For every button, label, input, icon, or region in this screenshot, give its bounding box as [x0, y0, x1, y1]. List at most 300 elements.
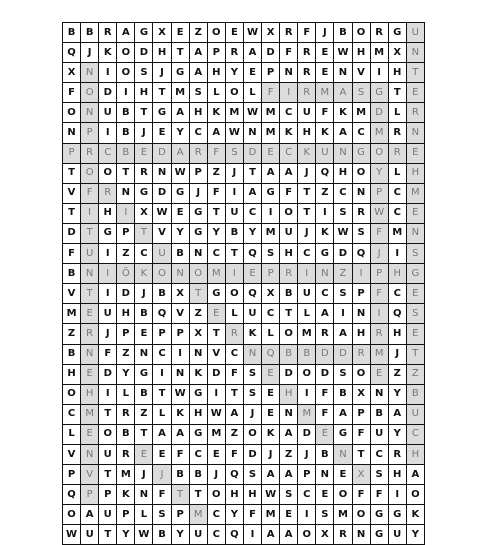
- grid-cell[interactable]: E: [406, 324, 424, 344]
- grid-cell[interactable]: X: [262, 23, 280, 43]
- grid-cell[interactable]: G: [171, 63, 189, 83]
- grid-cell[interactable]: X: [189, 324, 207, 344]
- grid-cell[interactable]: H: [117, 304, 135, 324]
- grid-cell[interactable]: T: [406, 63, 424, 83]
- grid-cell[interactable]: B: [63, 344, 81, 364]
- grid-cell[interactable]: E: [81, 424, 99, 444]
- grid-cell[interactable]: P: [171, 505, 189, 525]
- grid-cell[interactable]: K: [243, 324, 261, 344]
- grid-cell[interactable]: O: [352, 505, 370, 525]
- grid-cell[interactable]: B: [280, 284, 298, 304]
- grid-cell[interactable]: Q: [388, 304, 406, 324]
- grid-cell[interactable]: B: [153, 525, 171, 545]
- grid-cell[interactable]: D: [117, 284, 135, 304]
- grid-cell[interactable]: T: [225, 384, 243, 404]
- grid-cell[interactable]: I: [153, 364, 171, 384]
- grid-cell[interactable]: B: [171, 465, 189, 485]
- grid-cell[interactable]: T: [352, 444, 370, 464]
- grid-cell[interactable]: H: [406, 163, 424, 183]
- grid-cell[interactable]: N: [334, 63, 352, 83]
- grid-cell[interactable]: N: [280, 63, 298, 83]
- grid-cell[interactable]: B: [153, 284, 171, 304]
- grid-cell[interactable]: N: [189, 344, 207, 364]
- grid-cell[interactable]: Y: [171, 525, 189, 545]
- grid-cell[interactable]: M: [388, 223, 406, 243]
- grid-cell[interactable]: Z: [388, 364, 406, 384]
- grid-cell[interactable]: F: [352, 424, 370, 444]
- grid-cell[interactable]: W: [153, 203, 171, 223]
- grid-cell[interactable]: H: [189, 103, 207, 123]
- grid-cell[interactable]: M: [63, 304, 81, 324]
- grid-cell[interactable]: T: [63, 163, 81, 183]
- grid-cell[interactable]: A: [280, 465, 298, 485]
- grid-cell[interactable]: P: [153, 324, 171, 344]
- grid-cell[interactable]: A: [171, 424, 189, 444]
- grid-cell[interactable]: R: [388, 143, 406, 163]
- grid-cell[interactable]: A: [171, 103, 189, 123]
- grid-cell[interactable]: I: [388, 244, 406, 264]
- grid-cell[interactable]: R: [135, 163, 153, 183]
- grid-cell[interactable]: H: [207, 63, 225, 83]
- grid-cell[interactable]: H: [243, 485, 261, 505]
- grid-cell[interactable]: S: [316, 505, 334, 525]
- grid-cell[interactable]: H: [388, 324, 406, 344]
- grid-cell[interactable]: O: [189, 264, 207, 284]
- grid-cell[interactable]: B: [171, 244, 189, 264]
- grid-cell[interactable]: C: [207, 244, 225, 264]
- grid-cell[interactable]: J: [207, 465, 225, 485]
- grid-cell[interactable]: F: [370, 284, 388, 304]
- grid-cell[interactable]: E: [316, 43, 334, 63]
- grid-cell[interactable]: Q: [225, 525, 243, 545]
- grid-cell[interactable]: W: [243, 103, 261, 123]
- grid-cell[interactable]: Q: [153, 304, 171, 324]
- grid-cell[interactable]: C: [388, 183, 406, 203]
- grid-cell[interactable]: K: [298, 143, 316, 163]
- grid-cell[interactable]: N: [171, 364, 189, 384]
- grid-cell[interactable]: I: [99, 384, 117, 404]
- grid-cell[interactable]: N: [81, 264, 99, 284]
- grid-cell[interactable]: E: [207, 444, 225, 464]
- grid-cell[interactable]: F: [370, 223, 388, 243]
- grid-cell[interactable]: N: [406, 43, 424, 63]
- grid-cell[interactable]: P: [262, 264, 280, 284]
- grid-cell[interactable]: D: [207, 364, 225, 384]
- grid-cell[interactable]: T: [99, 525, 117, 545]
- grid-cell[interactable]: R: [189, 143, 207, 163]
- grid-cell[interactable]: B: [135, 304, 153, 324]
- grid-cell[interactable]: J: [189, 183, 207, 203]
- grid-cell[interactable]: G: [135, 183, 153, 203]
- grid-cell[interactable]: N: [63, 123, 81, 143]
- grid-cell[interactable]: D: [316, 364, 334, 384]
- grid-cell[interactable]: H: [225, 485, 243, 505]
- grid-cell[interactable]: T: [135, 424, 153, 444]
- grid-cell[interactable]: R: [117, 404, 135, 424]
- grid-cell[interactable]: A: [153, 424, 171, 444]
- grid-cell[interactable]: O: [81, 83, 99, 103]
- grid-cell[interactable]: M: [298, 404, 316, 424]
- grid-cell[interactable]: E: [207, 304, 225, 324]
- grid-cell[interactable]: G: [388, 505, 406, 525]
- grid-cell[interactable]: U: [81, 244, 99, 264]
- grid-cell[interactable]: A: [406, 465, 424, 485]
- grid-cell[interactable]: T: [63, 203, 81, 223]
- grid-cell[interactable]: I: [99, 284, 117, 304]
- grid-cell[interactable]: O: [63, 505, 81, 525]
- grid-cell[interactable]: I: [99, 63, 117, 83]
- grid-cell[interactable]: Y: [117, 364, 135, 384]
- grid-cell[interactable]: T: [280, 304, 298, 324]
- grid-cell[interactable]: R: [388, 123, 406, 143]
- grid-cell[interactable]: F: [280, 43, 298, 63]
- grid-cell[interactable]: W: [135, 525, 153, 545]
- grid-cell[interactable]: N: [117, 183, 135, 203]
- grid-cell[interactable]: B: [370, 404, 388, 424]
- grid-cell[interactable]: O: [99, 424, 117, 444]
- grid-cell[interactable]: O: [225, 83, 243, 103]
- grid-cell[interactable]: C: [153, 344, 171, 364]
- grid-cell[interactable]: C: [243, 203, 261, 223]
- grid-cell[interactable]: H: [189, 404, 207, 424]
- grid-cell[interactable]: F: [81, 183, 99, 203]
- grid-cell[interactable]: Q: [63, 43, 81, 63]
- grid-cell[interactable]: O: [117, 63, 135, 83]
- grid-cell[interactable]: R: [298, 43, 316, 63]
- grid-cell[interactable]: H: [280, 244, 298, 264]
- grid-cell[interactable]: V: [81, 465, 99, 485]
- grid-cell[interactable]: J: [153, 465, 171, 485]
- grid-cell[interactable]: O: [298, 364, 316, 384]
- grid-cell[interactable]: I: [298, 384, 316, 404]
- grid-cell[interactable]: R: [316, 324, 334, 344]
- grid-cell[interactable]: R: [280, 23, 298, 43]
- grid-cell[interactable]: N: [280, 404, 298, 424]
- grid-cell[interactable]: A: [280, 525, 298, 545]
- grid-cell[interactable]: D: [316, 344, 334, 364]
- grid-cell[interactable]: A: [117, 23, 135, 43]
- grid-cell[interactable]: H: [388, 264, 406, 284]
- grid-cell[interactable]: E: [262, 384, 280, 404]
- grid-cell[interactable]: D: [334, 244, 352, 264]
- grid-cell[interactable]: K: [99, 43, 117, 63]
- grid-cell[interactable]: K: [189, 364, 207, 384]
- grid-cell[interactable]: I: [280, 83, 298, 103]
- grid-cell[interactable]: B: [117, 424, 135, 444]
- grid-cell[interactable]: S: [334, 284, 352, 304]
- grid-cell[interactable]: X: [63, 63, 81, 83]
- grid-cell[interactable]: Q: [262, 344, 280, 364]
- grid-cell[interactable]: A: [243, 43, 261, 63]
- grid-cell[interactable]: B: [406, 384, 424, 404]
- grid-cell[interactable]: Q: [63, 485, 81, 505]
- grid-cell[interactable]: W: [63, 525, 81, 545]
- grid-cell[interactable]: A: [334, 324, 352, 344]
- grid-cell[interactable]: O: [207, 485, 225, 505]
- grid-cell[interactable]: A: [334, 123, 352, 143]
- grid-cell[interactable]: W: [171, 384, 189, 404]
- grid-cell[interactable]: Ö: [117, 264, 135, 284]
- grid-cell[interactable]: B: [117, 143, 135, 163]
- grid-cell[interactable]: A: [81, 505, 99, 525]
- grid-cell[interactable]: I: [298, 264, 316, 284]
- grid-cell[interactable]: F: [262, 83, 280, 103]
- grid-cell[interactable]: Y: [171, 123, 189, 143]
- grid-cell[interactable]: R: [225, 43, 243, 63]
- grid-cell[interactable]: Z: [316, 183, 334, 203]
- grid-cell[interactable]: M: [207, 424, 225, 444]
- grid-cell[interactable]: O: [153, 264, 171, 284]
- grid-cell[interactable]: T: [406, 344, 424, 364]
- grid-cell[interactable]: Q: [225, 465, 243, 485]
- grid-cell[interactable]: H: [388, 63, 406, 83]
- grid-cell[interactable]: C: [280, 143, 298, 163]
- grid-cell[interactable]: K: [207, 103, 225, 123]
- grid-cell[interactable]: S: [334, 364, 352, 384]
- grid-cell[interactable]: F: [316, 384, 334, 404]
- grid-cell[interactable]: Z: [189, 23, 207, 43]
- grid-cell[interactable]: G: [153, 103, 171, 123]
- grid-cell[interactable]: Z: [117, 344, 135, 364]
- grid-cell[interactable]: E: [262, 404, 280, 424]
- grid-cell[interactable]: K: [280, 123, 298, 143]
- grid-cell[interactable]: G: [262, 183, 280, 203]
- grid-cell[interactable]: L: [207, 83, 225, 103]
- grid-cell[interactable]: G: [189, 223, 207, 243]
- grid-cell[interactable]: L: [298, 304, 316, 324]
- grid-cell[interactable]: P: [99, 485, 117, 505]
- grid-cell[interactable]: T: [153, 83, 171, 103]
- grid-cell[interactable]: O: [225, 284, 243, 304]
- grid-cell[interactable]: H: [334, 163, 352, 183]
- grid-cell[interactable]: P: [117, 324, 135, 344]
- grid-cell[interactable]: T: [135, 223, 153, 243]
- grid-cell[interactable]: K: [406, 505, 424, 525]
- grid-cell[interactable]: N: [171, 264, 189, 284]
- grid-cell[interactable]: E: [81, 304, 99, 324]
- grid-cell[interactable]: F: [352, 485, 370, 505]
- grid-cell[interactable]: U: [81, 525, 99, 545]
- grid-cell[interactable]: F: [316, 103, 334, 123]
- grid-cell[interactable]: G: [388, 23, 406, 43]
- grid-cell[interactable]: Y: [388, 384, 406, 404]
- grid-cell[interactable]: J: [135, 284, 153, 304]
- grid-cell[interactable]: W: [243, 23, 261, 43]
- grid-cell[interactable]: I: [262, 203, 280, 223]
- grid-cell[interactable]: R: [388, 444, 406, 464]
- grid-cell[interactable]: L: [388, 163, 406, 183]
- grid-cell[interactable]: O: [352, 364, 370, 384]
- grid-cell[interactable]: J: [135, 465, 153, 485]
- grid-cell[interactable]: Q: [243, 284, 261, 304]
- grid-cell[interactable]: U: [316, 143, 334, 163]
- grid-cell[interactable]: C: [406, 424, 424, 444]
- grid-cell[interactable]: O: [298, 525, 316, 545]
- grid-cell[interactable]: J: [316, 23, 334, 43]
- grid-cell[interactable]: T: [81, 284, 99, 304]
- grid-cell[interactable]: E: [280, 505, 298, 525]
- grid-cell[interactable]: B: [63, 264, 81, 284]
- grid-cell[interactable]: F: [63, 83, 81, 103]
- grid-cell[interactable]: H: [153, 43, 171, 63]
- grid-cell[interactable]: K: [117, 485, 135, 505]
- grid-cell[interactable]: R: [406, 103, 424, 123]
- grid-cell[interactable]: B: [225, 223, 243, 243]
- grid-cell[interactable]: N: [370, 384, 388, 404]
- grid-cell[interactable]: P: [117, 505, 135, 525]
- grid-cell[interactable]: W: [334, 223, 352, 243]
- grid-cell[interactable]: I: [99, 244, 117, 264]
- grid-cell[interactable]: F: [280, 183, 298, 203]
- grid-cell[interactable]: U: [298, 103, 316, 123]
- grid-cell[interactable]: T: [171, 43, 189, 63]
- grid-cell[interactable]: O: [370, 143, 388, 163]
- grid-cell[interactable]: O: [81, 163, 99, 183]
- grid-cell[interactable]: Q: [243, 244, 261, 264]
- grid-cell[interactable]: N: [81, 444, 99, 464]
- grid-cell[interactable]: K: [135, 264, 153, 284]
- grid-cell[interactable]: N: [334, 444, 352, 464]
- grid-cell[interactable]: A: [334, 404, 352, 424]
- grid-cell[interactable]: A: [334, 83, 352, 103]
- grid-cell[interactable]: T: [99, 404, 117, 424]
- grid-cell[interactable]: A: [280, 163, 298, 183]
- grid-cell[interactable]: U: [370, 424, 388, 444]
- grid-cell[interactable]: I: [370, 63, 388, 83]
- grid-cell[interactable]: C: [334, 183, 352, 203]
- grid-cell[interactable]: C: [99, 143, 117, 163]
- grid-cell[interactable]: P: [207, 43, 225, 63]
- grid-cell[interactable]: F: [370, 485, 388, 505]
- grid-cell[interactable]: D: [262, 43, 280, 63]
- grid-cell[interactable]: N: [334, 143, 352, 163]
- grid-cell[interactable]: G: [316, 244, 334, 264]
- grid-cell[interactable]: J: [298, 163, 316, 183]
- grid-cell[interactable]: I: [298, 505, 316, 525]
- grid-cell[interactable]: D: [243, 444, 261, 464]
- grid-cell[interactable]: J: [298, 444, 316, 464]
- grid-cell[interactable]: D: [334, 344, 352, 364]
- grid-cell[interactable]: E: [135, 324, 153, 344]
- grid-cell[interactable]: J: [370, 244, 388, 264]
- grid-cell[interactable]: C: [370, 444, 388, 464]
- grid-cell[interactable]: S: [243, 465, 261, 485]
- grid-cell[interactable]: S: [135, 63, 153, 83]
- grid-cell[interactable]: B: [334, 23, 352, 43]
- grid-cell[interactable]: C: [262, 304, 280, 324]
- grid-cell[interactable]: L: [153, 404, 171, 424]
- grid-cell[interactable]: N: [406, 223, 424, 243]
- grid-cell[interactable]: T: [207, 203, 225, 223]
- grid-cell[interactable]: G: [370, 83, 388, 103]
- grid-cell[interactable]: R: [352, 203, 370, 223]
- grid-cell[interactable]: I: [81, 203, 99, 223]
- grid-cell[interactable]: I: [117, 203, 135, 223]
- grid-cell[interactable]: C: [298, 485, 316, 505]
- grid-cell[interactable]: C: [352, 123, 370, 143]
- grid-cell[interactable]: L: [63, 424, 81, 444]
- grid-cell[interactable]: I: [99, 264, 117, 284]
- grid-cell[interactable]: H: [280, 384, 298, 404]
- grid-cell[interactable]: M: [207, 264, 225, 284]
- grid-cell[interactable]: D: [370, 103, 388, 123]
- grid-cell[interactable]: M: [262, 123, 280, 143]
- grid-cell[interactable]: C: [189, 444, 207, 464]
- grid-cell[interactable]: S: [352, 83, 370, 103]
- grid-cell[interactable]: X: [262, 284, 280, 304]
- grid-cell[interactable]: M: [316, 83, 334, 103]
- grid-cell[interactable]: T: [153, 384, 171, 404]
- grid-cell[interactable]: L: [262, 324, 280, 344]
- grid-cell[interactable]: J: [388, 344, 406, 364]
- grid-cell[interactable]: M: [262, 505, 280, 525]
- grid-cell[interactable]: D: [63, 223, 81, 243]
- grid-cell[interactable]: D: [280, 364, 298, 384]
- grid-cell[interactable]: G: [189, 424, 207, 444]
- grid-cell[interactable]: O: [352, 163, 370, 183]
- grid-cell[interactable]: S: [243, 384, 261, 404]
- grid-cell[interactable]: G: [135, 364, 153, 384]
- grid-cell[interactable]: M: [262, 223, 280, 243]
- grid-cell[interactable]: S: [225, 143, 243, 163]
- grid-cell[interactable]: E: [225, 23, 243, 43]
- grid-cell[interactable]: D: [153, 183, 171, 203]
- grid-cell[interactable]: I: [243, 525, 261, 545]
- grid-cell[interactable]: O: [207, 23, 225, 43]
- grid-cell[interactable]: Z: [334, 264, 352, 284]
- grid-cell[interactable]: W: [262, 485, 280, 505]
- grid-cell[interactable]: R: [99, 183, 117, 203]
- grid-cell[interactable]: G: [352, 143, 370, 163]
- grid-cell[interactable]: J: [153, 63, 171, 83]
- grid-cell[interactable]: O: [63, 384, 81, 404]
- grid-cell[interactable]: J: [135, 123, 153, 143]
- grid-cell[interactable]: A: [280, 424, 298, 444]
- grid-cell[interactable]: Y: [117, 525, 135, 545]
- grid-cell[interactable]: O: [117, 43, 135, 63]
- grid-cell[interactable]: M: [262, 103, 280, 123]
- grid-cell[interactable]: N: [81, 103, 99, 123]
- grid-cell[interactable]: N: [352, 525, 370, 545]
- grid-cell[interactable]: U: [243, 304, 261, 324]
- grid-cell[interactable]: Y: [171, 223, 189, 243]
- grid-cell[interactable]: U: [99, 304, 117, 324]
- grid-cell[interactable]: C: [225, 344, 243, 364]
- grid-cell[interactable]: B: [117, 123, 135, 143]
- grid-cell[interactable]: S: [406, 304, 424, 324]
- grid-cell[interactable]: B: [135, 384, 153, 404]
- grid-cell[interactable]: J: [225, 163, 243, 183]
- grid-cell[interactable]: Z: [225, 424, 243, 444]
- grid-cell[interactable]: E: [153, 123, 171, 143]
- grid-cell[interactable]: R: [370, 23, 388, 43]
- grid-cell[interactable]: E: [135, 143, 153, 163]
- grid-cell[interactable]: M: [406, 183, 424, 203]
- grid-cell[interactable]: A: [207, 123, 225, 143]
- grid-cell[interactable]: U: [388, 525, 406, 545]
- grid-cell[interactable]: C: [189, 123, 207, 143]
- grid-cell[interactable]: M: [117, 465, 135, 485]
- grid-cell[interactable]: I: [99, 123, 117, 143]
- grid-cell[interactable]: F: [243, 505, 261, 525]
- grid-cell[interactable]: J: [298, 223, 316, 243]
- grid-cell[interactable]: Y: [243, 223, 261, 243]
- grid-cell[interactable]: N: [352, 304, 370, 324]
- grid-cell[interactable]: B: [316, 444, 334, 464]
- grid-cell[interactable]: M: [81, 404, 99, 424]
- grid-cell[interactable]: E: [171, 203, 189, 223]
- grid-cell[interactable]: H: [352, 43, 370, 63]
